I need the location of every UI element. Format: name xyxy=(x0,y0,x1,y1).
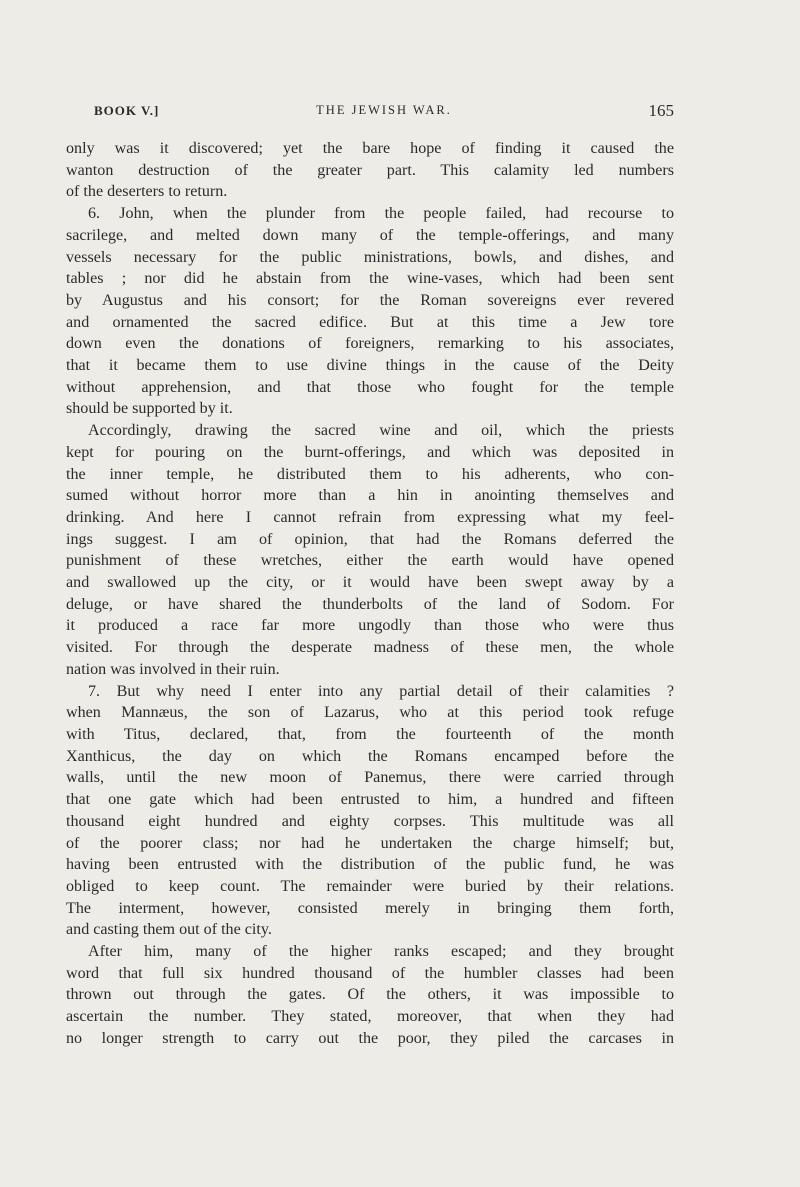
text-line: of the poorer class; nor had he undertaken the charge himself; but, xyxy=(66,834,674,852)
text-line: After him, many of the higher ranks escaped; and they brought xyxy=(88,943,674,961)
text-line: word that full six hundred thousand of the humbler classes had been xyxy=(66,964,674,982)
text-line: vessels necessary for the public ministrations, bowls, and dishes, and xyxy=(66,248,674,266)
text-line: and swallowed up the city, or it would have been swept away by a xyxy=(66,574,674,592)
running-header xyxy=(94,101,674,125)
text-line: and casting them out of the city. xyxy=(66,921,272,939)
text-line: wanton destruction of the greater part. This calamity led numbers xyxy=(66,161,674,179)
text-line: The interment, however, consisted merely in bringing them forth, xyxy=(66,899,674,917)
text-line: without apprehension, and that those who fought for the temple xyxy=(66,378,674,396)
text-line: ascertain the number. They stated, moreover, that when they had xyxy=(66,1008,674,1026)
text-line: with Titus, declared, that, from the fourteenth of the month xyxy=(66,725,674,743)
text-line: Xanthicus, the day on which the Romans encamped before the xyxy=(66,747,674,765)
text-line: should be supported by it. xyxy=(66,400,233,418)
text-line: tables ; nor did he abstain from the wine-vases, which had been sent xyxy=(66,270,674,288)
text-line: thousand eight hundred and eighty corpses. This multitude was all xyxy=(66,812,674,830)
page-number: 165 xyxy=(648,101,674,120)
text-line: Accordingly, drawing the sacred wine and oil, which the priests xyxy=(88,422,674,440)
text-line: no longer strength to carry out the poor, they piled the carcases in xyxy=(66,1029,674,1047)
text-line: obliged to keep count. The remainder were buried by their relations. xyxy=(66,877,674,895)
text-line: nation was involved in their ruin. xyxy=(66,660,280,678)
text-line: when Mannæus, the son of Lazarus, who at this period took refuge xyxy=(66,704,674,722)
text-line: walls, until the new moon of Panemus, there were carried through xyxy=(66,769,674,787)
text-line: by Augustus and his consort; for the Roman sovereigns ever revered xyxy=(66,291,674,309)
body-text xyxy=(66,138,674,1050)
text-line: and ornamented the sacred edifice. But at this time a Jew tore xyxy=(66,313,674,331)
text-line: punishment of these wretches, either the earth would have opened xyxy=(66,552,674,570)
text-line: sacrilege, and melted down many of the temple-offerings, and many xyxy=(66,226,674,244)
text-line: only was it discovered; yet the bare hope of finding it caused the xyxy=(66,140,674,157)
text-line: kept for pouring on the burnt-offerings, and which was deposited in xyxy=(66,443,674,461)
text-line: that one gate which had been entrusted to him, a hundred and fifteen xyxy=(66,791,674,809)
text-line: drinking. And here I cannot refrain from expressing what my feel- xyxy=(66,508,674,526)
text-line: having been entrusted with the distribution of the public fund, he was xyxy=(66,856,674,874)
text-line: of the deserters to return. xyxy=(66,183,228,201)
book-number: BOOK V.] xyxy=(94,103,160,118)
running-title: THE JEWISH WAR. xyxy=(316,103,452,117)
text-line: that it became them to use divine things in the cause of the Deity xyxy=(66,357,674,375)
text-line: the inner temple, he distributed them to his adherents, who con- xyxy=(66,465,674,483)
text-line: thrown out through the gates. Of the others, it was impossible to xyxy=(66,986,674,1004)
text-line: 6. John, when the plunder from the people failed, had recourse to xyxy=(88,205,674,223)
text-line: visited. For through the desperate madness of these men, the whole xyxy=(66,639,674,657)
text-line: it produced a race far more ungodly than those who were thus xyxy=(66,617,674,635)
text-line: sumed without horror more than a hin in anointing themselves and xyxy=(66,487,674,505)
text-line: deluge, or have shared the thunderbolts of the land of Sodom. For xyxy=(66,595,674,613)
text-line: 7. But why need I enter into any partial detail of their calamities ? xyxy=(88,682,674,700)
text-line: down even the donations of foreigners, remarking to his associates, xyxy=(66,335,674,353)
text-line: ings suggest. I am of opinion, that had the Romans deferred the xyxy=(66,530,674,548)
